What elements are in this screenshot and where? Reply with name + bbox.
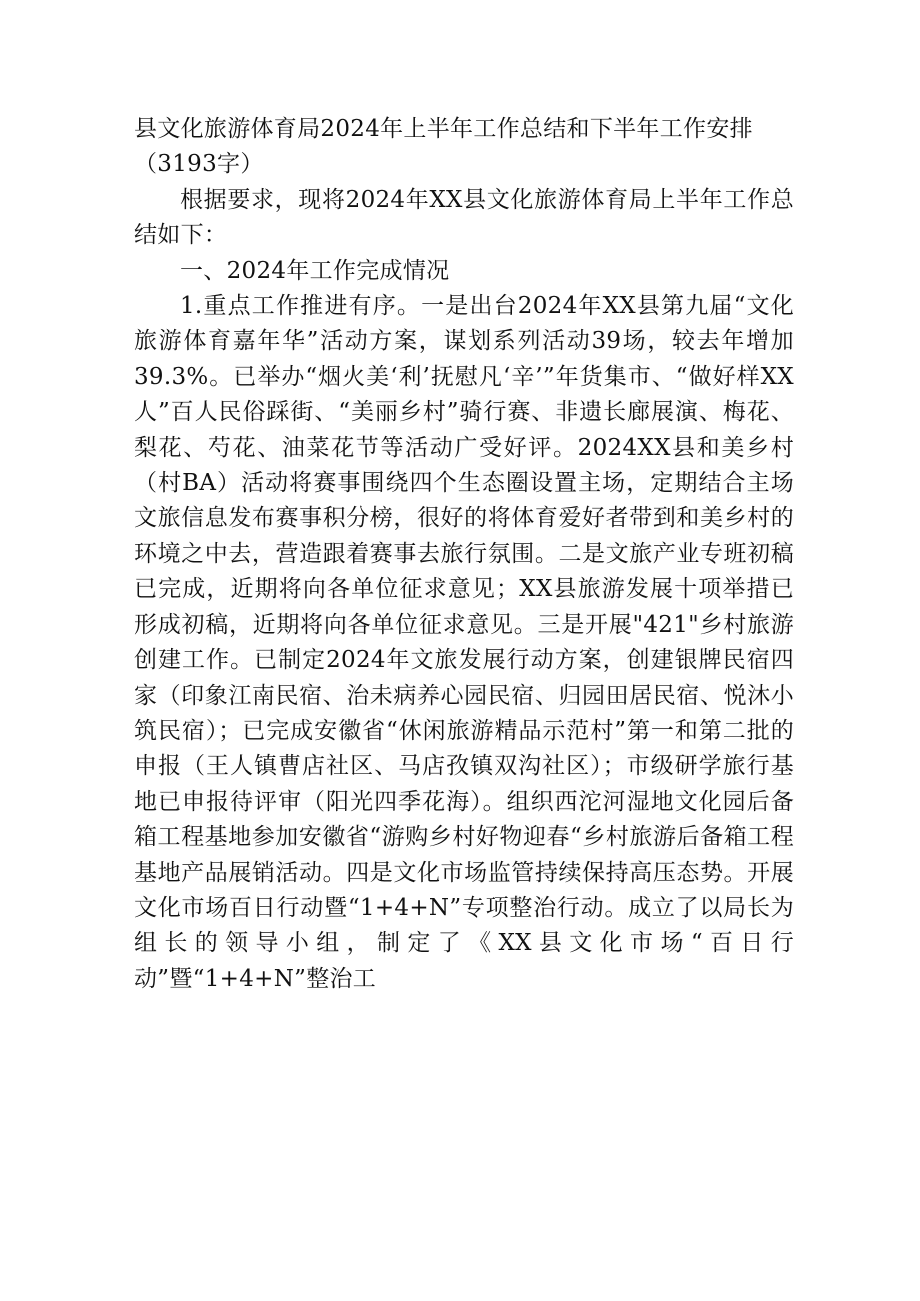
section-heading: 一、2024年工作完成情况 — [180, 257, 450, 284]
intro-paragraph: 根据要求，现将2024年XX县文化旅游体育局上半年工作总结如下： — [134, 186, 794, 249]
document-title: 县文化旅游体育局2024年上半年工作总结和下半年工作安排（3193字） — [134, 116, 753, 178]
document-body — [134, 112, 794, 997]
body-paragraph: 1.重点工作推进有序。一是出台2024年XX县第九届“文化旅游体育嘉年华”活动方案，谋划系列活动39场，较去年增加39.3%。已举办“烟火美‘利’抚慰凡‘辛’”年货集市、“做好样XX人”百人民俗踩街、“美丽乡村”骑行赛、非遗长廊展演、梅花、梨花、芍花、油菜花节等活动广受好评。2024XX县和美乡村（村BA）活动将赛事围绕四个生态圈设置主场，定期结合主场文旅信息发布赛事积分榜，很好的将体育爱好者带到和美乡村的环境之中去，营造跟着赛事去旅行氛围。二是文旅产业专班初稿已完成，近期将向各单位征求意见；XX县旅游发展十项举措已形成初稿，近期将向各单位征求意见。三是开展"421"乡村旅游创建工作。已制定2024年文旅发展行动方案，创建银牌民宿四家（印象江南民宿、治未病养心园民宿、归园田居民宿、悦沐小筑民宿）；已完成安徽省“休闲旅游精品示范村”第一和第二批的申报（王人镇曹店社区、马店孜镇双沟社区）；市级研学旅行基地已申报待评审（阳光四季花海）。组织西沱河湿地文化园后备箱工程基地参加安徽省“游购乡村好物迎春“乡村旅游后备箱工程基地产品展销活动。四是文化市场监管持续保持高压态势。开展文化市场百日行动暨“1+4+N”专项整治行动。成立了以局长为组长的领导小组，制定了《XX县文化市场“百日行动”暨“1+4+N”整治工 — [134, 293, 794, 992]
